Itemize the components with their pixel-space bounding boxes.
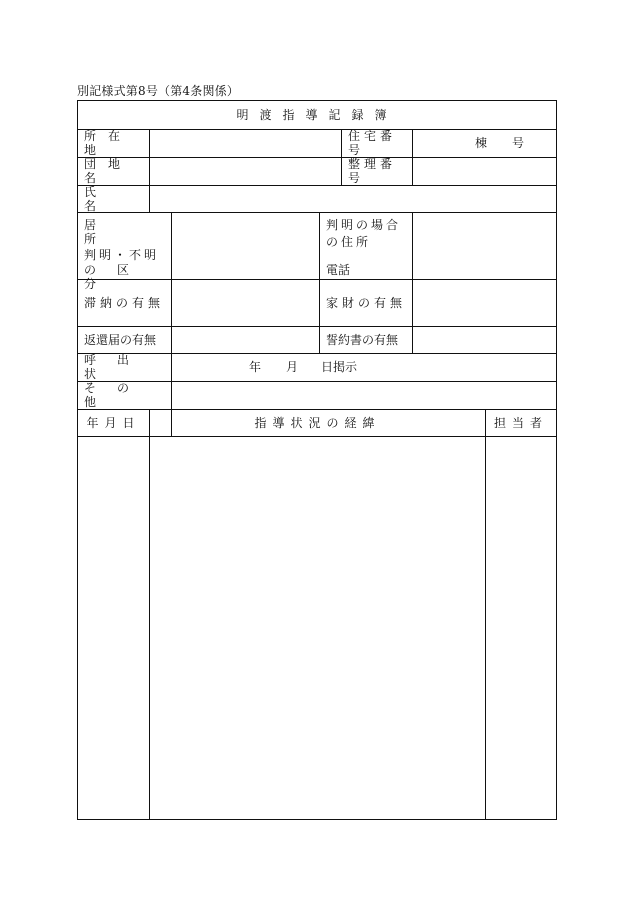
known-address-value[interactable] xyxy=(413,212,556,279)
residence-value[interactable] xyxy=(172,212,319,279)
estate-value[interactable] xyxy=(150,157,341,185)
property-value[interactable] xyxy=(413,279,556,326)
arrears-label: 滞納の有無 xyxy=(84,295,165,310)
residence-label: 居所 xyxy=(84,218,157,246)
return-notice-label: 返還届の有無 xyxy=(84,332,157,347)
arrears-value[interactable] xyxy=(172,279,319,326)
known-address-label: 判明の場合の住所 xyxy=(326,218,402,249)
residence-status-label-line1: 判明・不明 xyxy=(84,248,160,262)
residence-label-cell xyxy=(78,212,171,291)
record-form xyxy=(77,100,557,820)
log-history-header: 指導状況の経緯 xyxy=(254,415,381,430)
number-label: 号 xyxy=(512,136,525,150)
other-value[interactable] xyxy=(172,381,556,409)
summons-value[interactable] xyxy=(172,353,556,381)
address-label-text: 所在地 xyxy=(84,129,133,157)
form-caption: 別記様式第8号（第4条関係） xyxy=(77,84,240,98)
log-history-column[interactable] xyxy=(150,437,485,819)
residence-status-label-line2: の区分 xyxy=(84,263,151,291)
summons-posted-label: 日掲示 xyxy=(321,360,358,374)
address-label xyxy=(78,129,149,157)
log-date-header: 年月日 xyxy=(86,415,141,430)
name-label: 氏名 xyxy=(84,184,128,213)
phone-label: 電話 xyxy=(326,263,351,277)
summons-label: 呼出状 xyxy=(84,353,151,381)
building-label: 棟 xyxy=(475,136,488,150)
name-value[interactable] xyxy=(150,185,556,212)
property-label: 家財の有無 xyxy=(326,295,407,310)
form-title: 明渡指導記録簿 xyxy=(236,108,398,122)
housing-no-label: 住宅番号 xyxy=(348,129,397,157)
address-value[interactable] xyxy=(150,129,341,157)
summons-year-label: 年 xyxy=(249,360,262,374)
log-date-column[interactable] xyxy=(78,437,149,819)
ref-no-value[interactable] xyxy=(413,157,556,185)
housing-no-value[interactable] xyxy=(413,129,556,157)
log-person-column[interactable] xyxy=(486,437,556,819)
pledge-value[interactable] xyxy=(413,326,556,353)
return-notice-value[interactable] xyxy=(172,326,319,353)
other-label: その他 xyxy=(84,381,151,409)
summons-month-label: 月 xyxy=(286,360,299,374)
ref-no-label: 整理番号 xyxy=(348,157,397,185)
known-address-label-cell xyxy=(320,212,412,279)
estate-label: 団地名 xyxy=(84,157,133,185)
log-person-header: 担当者 xyxy=(493,415,548,430)
pledge-label: 誓約書の有無 xyxy=(326,332,399,347)
